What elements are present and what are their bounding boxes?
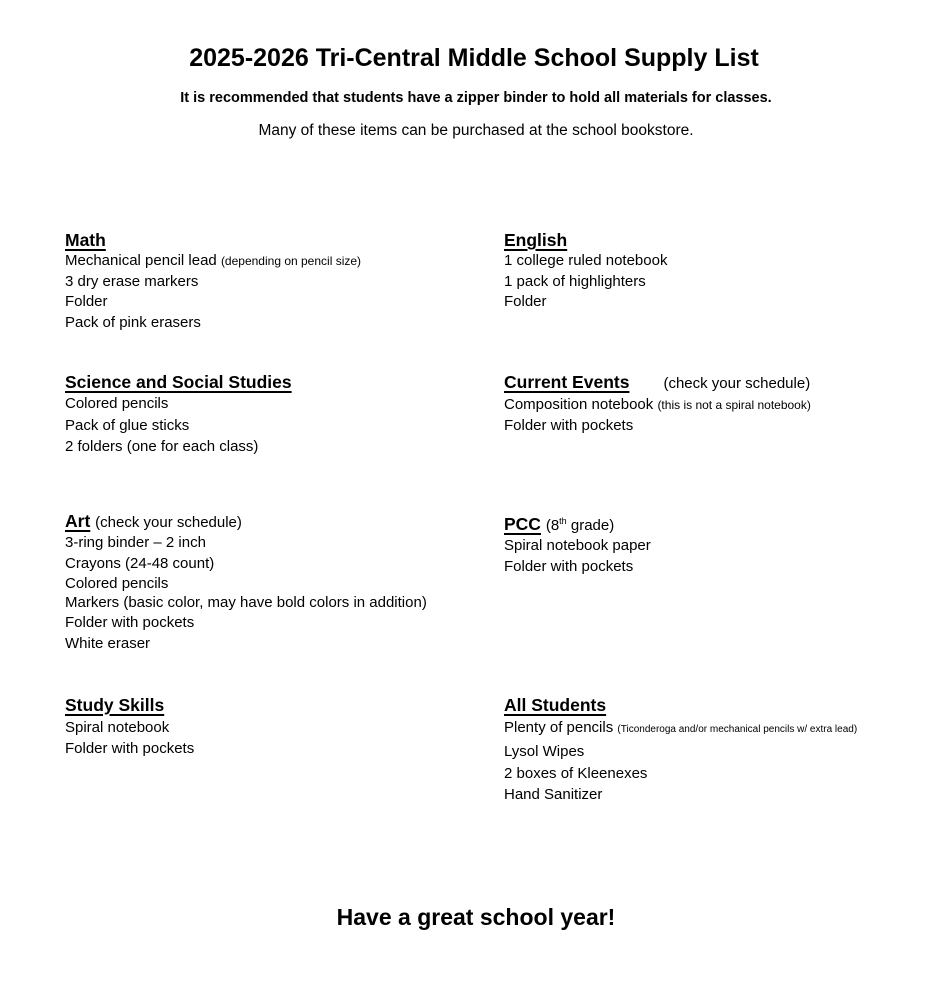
list-item: Crayons (24-48 count) — [65, 554, 215, 572]
section-heading: Science and Social Studies — [65, 372, 292, 392]
section-heading: Math — [65, 230, 106, 250]
section-art — [65, 511, 427, 655]
section-heading: Study Skills — [65, 695, 165, 715]
list-item: Lysol Wipes — [504, 742, 585, 760]
list-item: Folder with pockets — [504, 557, 634, 575]
list-item: Markers (basic color, may have bold colors in addition) — [65, 594, 427, 611]
list-item: Composition notebook (this is not a spiral notebook) — [504, 396, 811, 413]
section-study-skills — [65, 695, 194, 759]
list-item: Spiral notebook — [65, 719, 170, 736]
list-item: Folder with pockets — [65, 614, 195, 631]
list-item: Folder with pockets — [504, 417, 634, 434]
list-item: Colored pencils — [65, 575, 169, 592]
list-item: Folder — [65, 293, 108, 310]
list-item: 2 boxes of Kleenexes — [504, 764, 648, 782]
list-item: Folder with pockets — [65, 739, 195, 757]
section-current-events — [504, 372, 811, 437]
section-all-students — [504, 695, 857, 805]
list-item: Pack of glue sticks — [65, 417, 190, 434]
grade-note: (8th grade) — [545, 516, 615, 534]
item-note: (this is not a spiral notebook) — [657, 398, 811, 412]
bookstore-note: Many of these items can be purchased at the school bookstore. — [258, 122, 694, 139]
section-heading: Current Events — [504, 372, 630, 392]
list-item: 3 dry erase markers — [65, 272, 199, 290]
section-english — [504, 230, 667, 313]
schedule-note: (check your schedule) — [663, 375, 811, 392]
page-title: 2025-2026 Tri-Central Middle School Supply List — [189, 44, 759, 72]
item-note: (Ticonderoga and/or mechanical pencils w/ extra lead) — [617, 724, 858, 735]
list-item: Hand Sanitizer — [504, 785, 603, 803]
section-heading: PCC — [504, 514, 541, 534]
list-item: Pack of pink erasers — [65, 313, 201, 331]
list-item: Plenty of pencils (Ticonderoga and/or mechanical pencils w/ extra lead) — [504, 719, 858, 736]
list-item: 2 folders (one for each class) — [65, 438, 259, 455]
binder-recommendation: It is recommended that students have a zipper binder to hold all materials for classes. — [180, 90, 772, 106]
list-item: Colored pencils — [65, 395, 169, 412]
list-item: 1 college ruled notebook — [504, 252, 668, 269]
section-pcc — [504, 511, 651, 577]
list-item: Mechanical pencil lead (depending on pencil size) — [65, 252, 362, 269]
item-note: (depending on pencil size) — [220, 254, 362, 268]
closing-message: Have a great school year! — [336, 904, 616, 930]
list-item: White eraser — [65, 635, 151, 652]
section-science-social-studies — [65, 372, 292, 458]
list-item: Spiral notebook paper — [504, 537, 651, 554]
section-heading: English — [504, 230, 568, 250]
section-heading: Art — [65, 511, 91, 531]
list-item: 1 pack of highlighters — [504, 272, 646, 290]
section-heading: All Students — [504, 695, 607, 715]
section-math — [65, 230, 361, 333]
list-item: Folder — [504, 293, 547, 310]
schedule-note: (check your schedule) — [95, 514, 242, 531]
list-item: 3-ring binder – 2 inch — [65, 534, 206, 551]
